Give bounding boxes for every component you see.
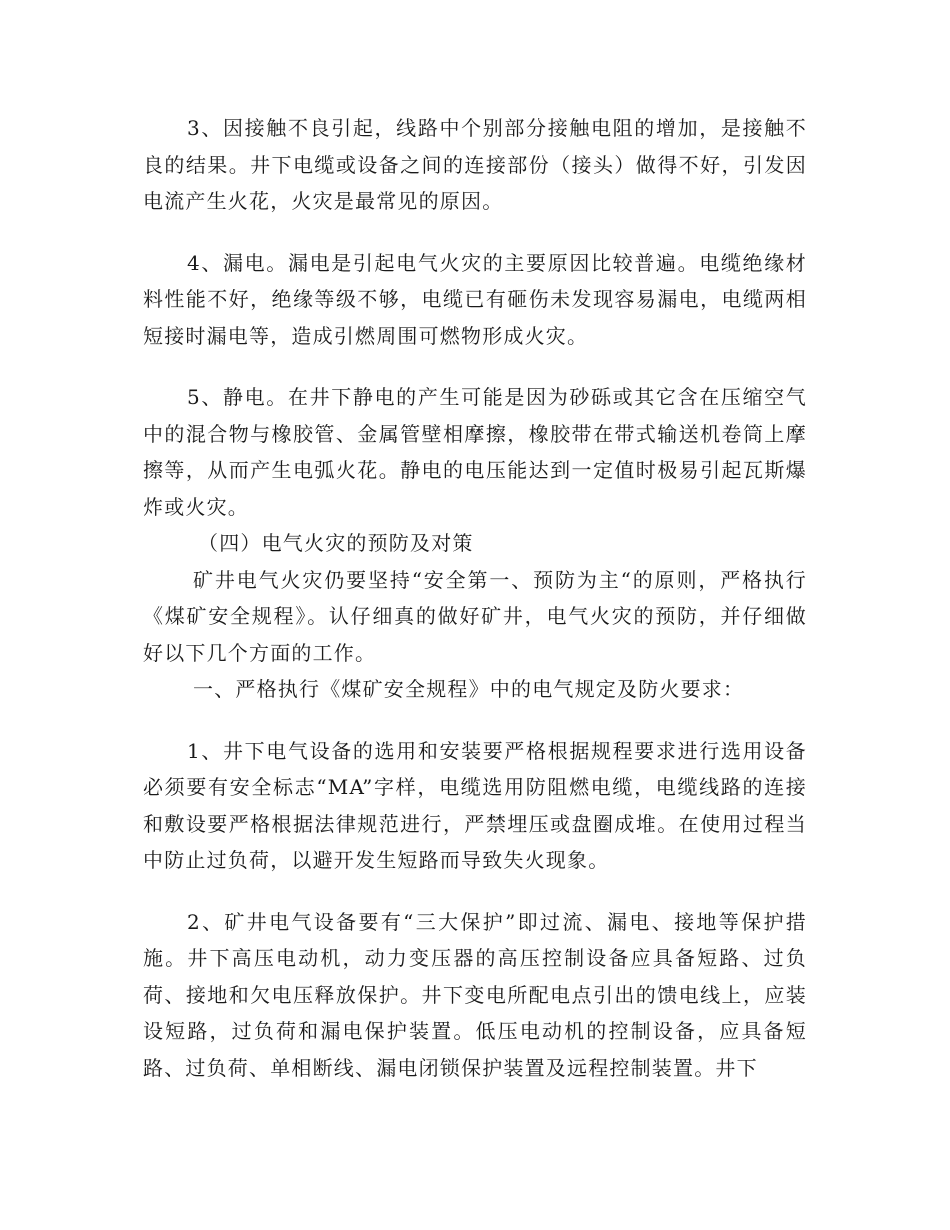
paragraph-cause-4: 4、漏电。漏电是引起电气火灾的主要原因比较普遍。电缆绝缘材料性能不好，绝缘等级不够，电缆已有砸伤未发现容易漏电，电缆两相短接时漏电等，造成引燃周围可燃物形成火灾。 — [143, 250, 807, 348]
paragraph-cause-5: 5、静电。在井下静电的产生可能是因为砂砾或其它含在压缩空气中的混合物与橡胶管、金属管壁相摩擦，橡胶带在带式输送机卷筒上摩擦等，从而产生电弧火花。静电的电压能达到一定值时极易引起瓦斯爆炸或火灾。 — [143, 385, 807, 519]
paragraph-intro: 矿井电气火灾仍要坚持“安全第一、预防为主“的原则，严格执行《煤矿安全规程》。认仔细真的做好矿井，电气火灾的预防，并仔细做好以下几个方面的工作。 — [143, 567, 807, 665]
paragraph-item-2: 2、矿井电气设备要有“三大保护”即过流、漏电、接地等保护措施。井下高压电动机，动力变压器的高压控制设备应具备短路、过负荷、接地和欠电压释放保护。井下变电所配电点引出的馈电线上，应装设短路，过负荷和漏电保护装置。低压电动机的控制设备，应具备短路、过负荷、单相断线、漏电闭锁保护装置及远程控制装置。井下 — [143, 909, 807, 1080]
paragraph-cause-3: 3、因接触不良引起，线路中个别部分接触电阻的增加，是接触不良的结果。井下电缆或设备之间的连接部份（接头）做得不好，引发因电流产生火花，火灾是最常见的原因。 — [143, 116, 807, 213]
document-body — [143, 110, 807, 1086]
subsection-heading: 一、严格执行《煤矿安全规程》中的电气规定及防火要求： — [193, 677, 745, 701]
section-heading: （四）电气火灾的预防及对策 — [198, 531, 474, 555]
paragraph-item-1: 1、井下电气设备的选用和安装要严格根据规程要求进行选用设备必须要有安全标志“MA”字样，电缆选用防阻燃电缆，电缆线路的连接和敷设要严格根据法律规范进行，严禁埋压或盘圈成堆。在使用过程当中防止过负荷，以避开发生短路而导致失火现象。 — [143, 738, 807, 872]
